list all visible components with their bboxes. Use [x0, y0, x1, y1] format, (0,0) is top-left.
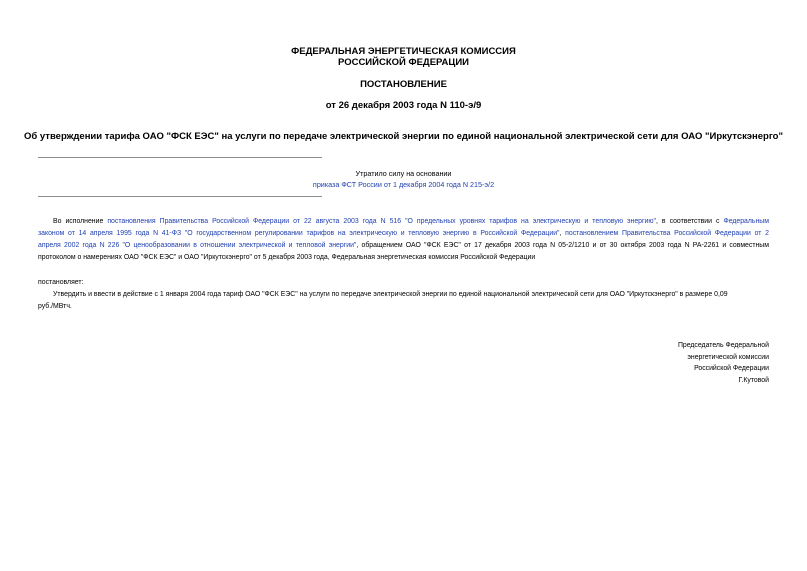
signature-name: Г.Кутовой	[738, 376, 769, 384]
top-divider	[38, 157, 322, 158]
resolution-section	[38, 277, 769, 289]
preamble-line-1	[38, 216, 769, 228]
preamble-line-2	[38, 228, 769, 240]
link-government-decree-226-part1[interactable]: постановлением Правительства Российской Федерации от 2	[565, 230, 769, 237]
link-federal-law-41fz-part2[interactable]: законом от 14 апреля 1995 года N 41-ФЗ "О государственном регулировании тарифов на электрическую и тепловую энергию в Российской Федерации"	[38, 230, 560, 237]
document-title: Об утверждении тарифа ОАО "ФСК ЕЭС" на услуги по передаче электрической энергии по единой национальной электрической сети для ОАО "Иркутскэнерго"	[24, 131, 783, 142]
document-date: от 26 декабря 2003 года N 110-э/9	[325, 100, 482, 111]
document-type: ПОСТАНОВЛЕНИЕ	[360, 79, 447, 90]
preamble-line-4: протоколом о намерениях ОАО "ФСК ЕЭС" и ОАО "Иркутскэнерго" от 5 декабря 2003 года, Федеральная энергетическая комиссия Российской Федерации	[38, 254, 536, 261]
preamble-text: , обращением ОАО "ФСК ЕЭС" от 17 декабря 2003 года N 05-2/1210 и от 30 октября 2003 года N РА-2261 и совместным	[356, 242, 769, 249]
link-government-decree-516[interactable]: постановления Правительства Российской Федерации от 22 августа 2003 года N 516 "О предельных уровнях тарифов на электрическую и тепловую энергию"	[107, 218, 656, 225]
preamble-line-3	[38, 240, 769, 252]
bottom-divider	[38, 196, 322, 197]
commission-name-line2: РОССИЙСКОЙ ФЕДЕРАЦИИ	[337, 57, 469, 68]
resolution-decides: постановляет:	[38, 279, 84, 286]
commission-name-line1: ФЕДЕРАЛЬНАЯ ЭНЕРГЕТИЧЕСКАЯ КОМИССИЯ	[291, 46, 516, 57]
link-government-decree-226-part2[interactable]: апреля 2002 года N 226 "О ценообразовании в отношении электрической и тепловой энергии"	[38, 242, 357, 249]
resolution-item-line-2: руб./МВтч.	[38, 303, 72, 310]
preamble-text: Во исполнение	[53, 218, 108, 225]
status-note-text: Утратило силу на основании	[355, 169, 452, 178]
preamble-text: , в соответствии с	[655, 218, 724, 225]
resolution-item-line-1: Утвердить и ввести в действие с 1 января 2004 года тариф ОАО "ФСК ЕЭС" на услуги по передаче электрической энергии по единой национальной электрической сети для ОАО "Иркутскэнерго" в размере 0,09	[53, 291, 728, 298]
signature-line-2: энергетической комиссии	[687, 353, 769, 361]
status-note-link[interactable]: приказа ФСТ России от 1 декабря 2004 года N 215-э/2	[312, 180, 495, 189]
preamble-paragraph	[38, 216, 769, 264]
signature-line-3: Российской Федерации	[694, 365, 769, 372]
link-federal-law-41fz-part1[interactable]: Федеральным	[723, 218, 769, 225]
status-note-link-line	[0, 180, 807, 190]
signature-line-1: Председатель Федеральной	[677, 342, 769, 349]
preamble-text: ,	[559, 230, 566, 237]
resolution-item	[38, 289, 769, 313]
signature-block	[678, 340, 769, 386]
